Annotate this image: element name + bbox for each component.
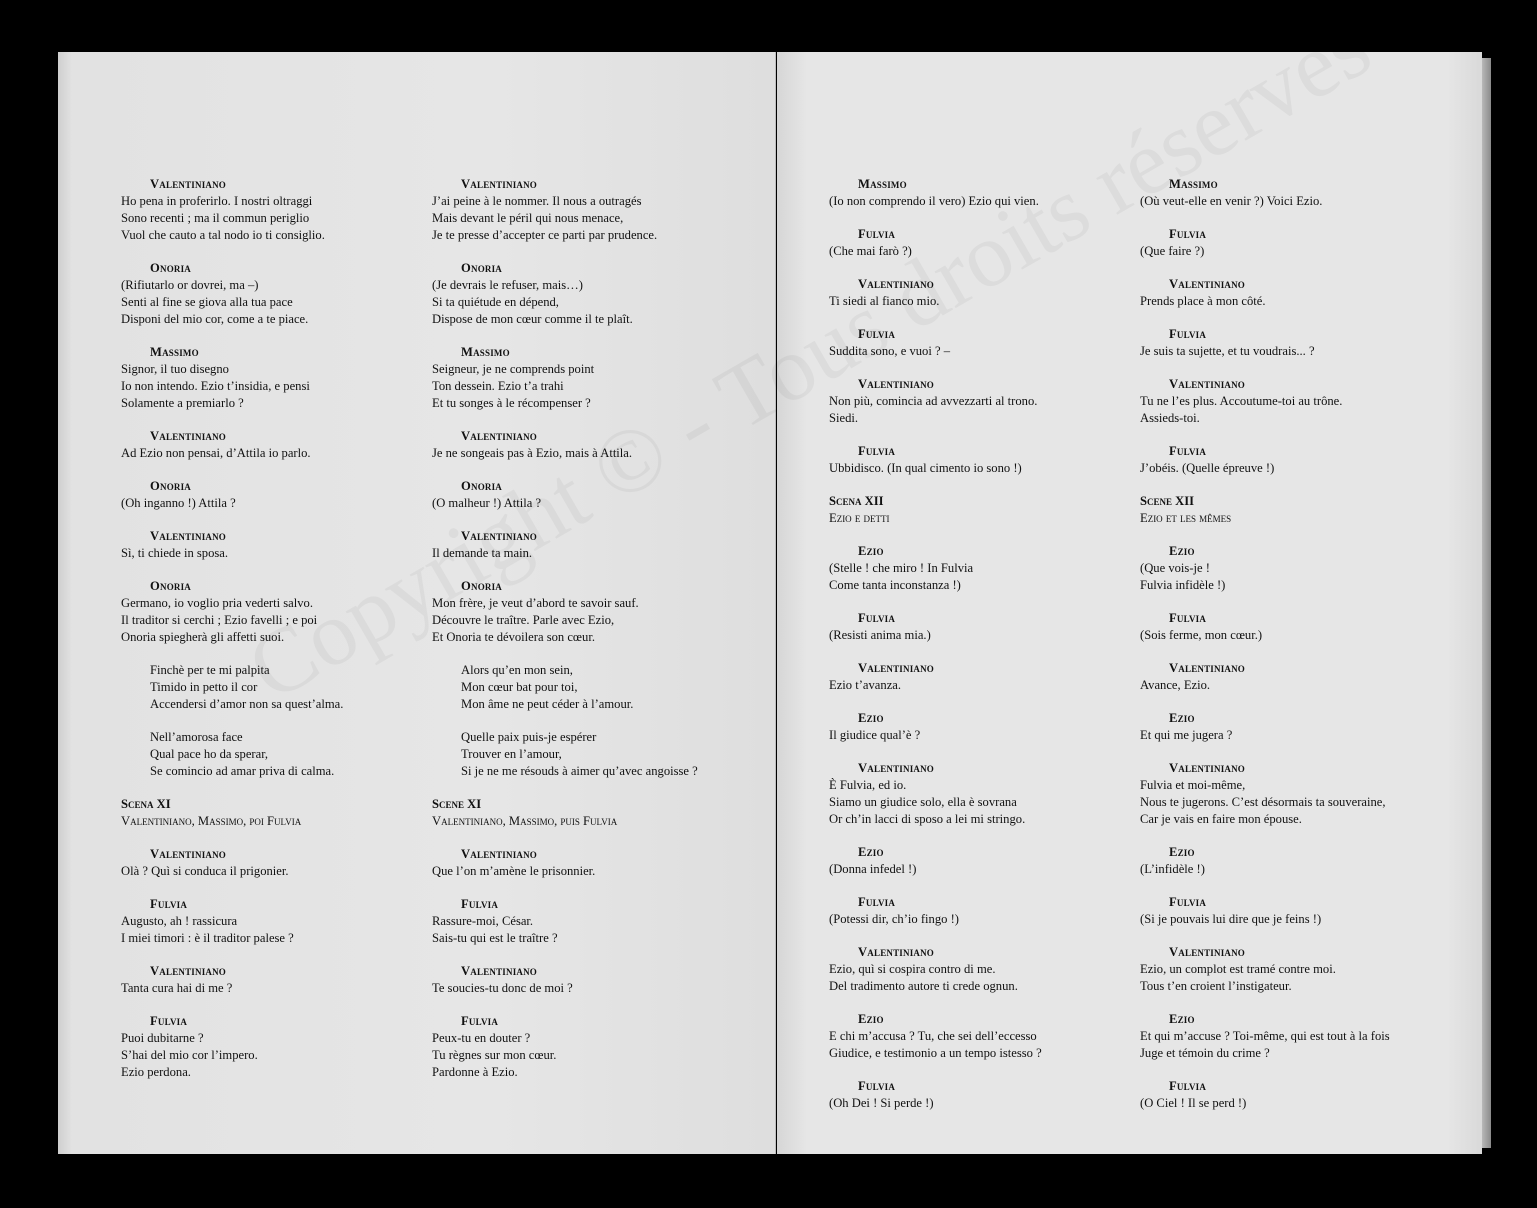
speech-block — [829, 326, 1129, 360]
speech-block — [432, 176, 732, 244]
scene-title: Scene XII — [1140, 494, 1195, 508]
text-line: Il traditor si cerchi ; Ezio favelli ; e poi — [121, 613, 318, 627]
text-line: (L’infidèle !) — [1140, 862, 1205, 876]
speaker-name: Valentiniano — [858, 761, 935, 775]
text-line: Mon cœur bat pour toi, — [461, 680, 578, 694]
speech-block — [432, 478, 732, 512]
text-line: Découvre le traître. Parle avec Ezio, — [432, 613, 615, 627]
text-line: Et tu songes à le récompenser ? — [432, 396, 591, 410]
speaker-name: Valentiniano — [461, 964, 538, 978]
text-line: J’ai peine à le nommer. Il nous a outragés — [432, 194, 642, 208]
speech-block — [1140, 760, 1440, 828]
speaker-name: Ezio — [858, 1012, 884, 1026]
speech-block — [829, 376, 1129, 427]
speaker-name: Fulvia — [1169, 611, 1207, 625]
speech-block — [121, 528, 411, 562]
speech-block — [829, 543, 1129, 594]
speaker-name: Valentiniano — [858, 377, 935, 391]
text-line: Et qui m’accuse ? Toi-même, qui est tout à la fois — [1140, 1029, 1390, 1043]
speech-block — [1140, 1011, 1440, 1062]
text-line: (Donna infedel !) — [829, 862, 917, 876]
text-line: Te soucies-tu donc de moi ? — [432, 981, 573, 995]
speech-block — [829, 1011, 1129, 1062]
text-line: Si ta quiétude en dépend, — [432, 295, 559, 309]
text-line: Pardonne à Ezio. — [432, 1065, 518, 1079]
scene-heading — [829, 493, 1129, 527]
speech-block — [829, 944, 1129, 995]
text-line: Si je ne me résouds à aimer qu’avec angoisse ? — [461, 764, 698, 778]
speech-block — [1140, 944, 1440, 995]
text-line: Ezio t’avanza. — [829, 678, 902, 692]
text-line: Ezio, quì si cospira contro di me. — [829, 962, 996, 976]
text-line: Come tanta inconstanza !) — [829, 578, 961, 592]
text-line: Sais-tu qui est le traître ? — [432, 931, 558, 945]
text-line: S’hai del mio cor l’impero. — [121, 1048, 258, 1062]
text-line: Non più, comincia ad avvezzarti al trono. — [829, 394, 1038, 408]
speaker-name: Valentiniano — [1169, 277, 1246, 291]
text-line: Je te presse d’accepter ce parti par prudence. — [432, 228, 658, 242]
speaker-name: Fulvia — [1169, 327, 1207, 341]
speaker-name: Ezio — [1169, 544, 1195, 558]
speech-block — [432, 578, 732, 646]
text-line: (Io non comprendo il vero) Ezio qui vien. — [829, 194, 1039, 208]
speech-block — [1140, 276, 1440, 310]
speaker-name: Onoria — [461, 261, 502, 275]
text-line: Timido in petto il cor — [150, 680, 258, 694]
speech-block — [829, 660, 1129, 694]
text-line: Ho pena in proferirlo. I nostri oltraggi — [121, 194, 313, 208]
text-line: Giudice, e testimonio a un tempo istesso ? — [829, 1046, 1042, 1060]
speech-block — [829, 443, 1129, 477]
text-line: (Rifiutarlo or dovrei, ma –) — [121, 278, 259, 292]
text-line: (Si je pouvais lui dire que je feins !) — [1140, 912, 1322, 926]
speaker-name: Fulvia — [150, 897, 188, 911]
text-line: Peux-tu en douter ? — [432, 1031, 531, 1045]
speaker-name: Massimo — [150, 345, 199, 359]
text-line: Quelle paix puis-je espérer — [461, 730, 597, 744]
verse-stanza — [432, 662, 732, 713]
speaker-name: Onoria — [150, 579, 191, 593]
text-line: (Potessi dir, ch’io fingo !) — [829, 912, 959, 926]
text-line: E chi m’accusa ? Tu, che sei dell’eccesso — [829, 1029, 1037, 1043]
speaker-name: Valentiniano — [1169, 945, 1246, 959]
speech-block — [121, 1013, 411, 1081]
scene-title: Scena XI — [121, 797, 171, 811]
text-line: Germano, io voglio pria vederti salvo. — [121, 596, 314, 610]
speaker-name: Massimo — [858, 177, 907, 191]
scene-cast: Valentiniano, Massimo, poi Fulvia — [121, 814, 302, 828]
text-line: Car je vais en faire mon épouse. — [1140, 812, 1302, 826]
text-line: (Je devrais le refuser, mais…) — [432, 278, 583, 292]
text-line: Alors qu’en mon sein, — [461, 663, 573, 677]
speech-block — [432, 1013, 732, 1081]
speaker-name: Massimo — [461, 345, 510, 359]
text-line: Qual pace ho da sperar, — [150, 747, 269, 761]
speech-block — [121, 428, 411, 462]
speaker-name: Massimo — [1169, 177, 1218, 191]
text-line: Ezio, un complot est tramé contre moi. — [1140, 962, 1336, 976]
scene-heading — [121, 796, 411, 830]
text-line: Ti siedi al fianco mio. — [829, 294, 940, 308]
scene-title: Scene XI — [432, 797, 482, 811]
text-line: (O Ciel ! Il se perd !) — [1140, 1096, 1247, 1110]
speech-block — [121, 344, 411, 412]
speech-block — [829, 276, 1129, 310]
speaker-name: Fulvia — [1169, 444, 1207, 458]
text-line: Accendersi d’amor non sa quest’alma. — [150, 697, 344, 711]
column-italian-right — [829, 176, 1129, 1128]
text-line: Et qui me jugera ? — [1140, 728, 1233, 742]
speech-block — [1140, 710, 1440, 744]
speech-block — [121, 896, 411, 947]
text-line: Ubbidisco. (In qual cimento io sono !) — [829, 461, 1022, 475]
speaker-name: Valentiniano — [461, 429, 538, 443]
text-line: Prends place à mon côté. — [1140, 294, 1266, 308]
text-line: Olà ? Quì si conduca il prigonier. — [121, 864, 289, 878]
speaker-name: Ezio — [1169, 1012, 1195, 1026]
text-line: Juge et témoin du crime ? — [1140, 1046, 1270, 1060]
text-line: (O malheur !) Attila ? — [432, 496, 542, 510]
speaker-name: Onoria — [150, 261, 191, 275]
speaker-name: Valentiniano — [150, 429, 227, 443]
text-line: I miei timori : è il traditor palese ? — [121, 931, 294, 945]
scene-cast: Ezio e detti — [829, 511, 890, 525]
text-line: Mais devant le péril qui nous menace, — [432, 211, 624, 225]
text-line: Et Onoria te dévoilera son cœur. — [432, 630, 595, 644]
speech-block — [432, 846, 732, 880]
text-line: Ton dessein. Ezio t’a trahi — [432, 379, 564, 393]
text-line: Tous t’en croient l’instigateur. — [1140, 979, 1292, 993]
text-line: Assieds-toi. — [1140, 411, 1200, 425]
speech-block — [121, 478, 411, 512]
text-line: Solamente a premiarlo ? — [121, 396, 244, 410]
speaker-name: Valentiniano — [150, 529, 227, 543]
speech-block — [432, 260, 732, 328]
text-line: Nous te jugerons. C’est désormais ta souveraine, — [1140, 795, 1386, 809]
speaker-name: Fulvia — [858, 327, 896, 341]
speech-block — [432, 528, 732, 562]
text-line: (Oh inganno !) Attila ? — [121, 496, 236, 510]
text-line: Onoria spiegherà gli affetti suoi. — [121, 630, 285, 644]
speech-block — [1140, 176, 1440, 210]
text-line: Nell’amorosa face — [150, 730, 243, 744]
text-line: (Que faire ?) — [1140, 244, 1205, 258]
speech-block — [1140, 660, 1440, 694]
speaker-name: Onoria — [461, 479, 502, 493]
page-edge — [1482, 58, 1491, 1148]
text-line: Que l’on m’amène le prisonnier. — [432, 864, 596, 878]
scene-title: Scena XII — [829, 494, 884, 508]
speech-block — [432, 896, 732, 947]
text-line: Ezio perdona. — [121, 1065, 191, 1079]
speaker-name: Ezio — [858, 544, 884, 558]
speech-block — [829, 226, 1129, 260]
text-line: Vuol che cauto a tal nodo io ti consiglio. — [121, 228, 325, 242]
text-line: Siamo un giudice solo, ella è sovrana — [829, 795, 1017, 809]
text-line: Fulvia infidèle !) — [1140, 578, 1226, 592]
text-line: Tu ne l’es plus. Accoutume-toi au trône. — [1140, 394, 1343, 408]
column-french-right — [1140, 176, 1440, 1128]
speech-block — [829, 760, 1129, 828]
text-line: Seigneur, je ne comprends point — [432, 362, 595, 376]
text-line: Il demande ta main. — [432, 546, 533, 560]
text-line: Il giudice qual’è ? — [829, 728, 921, 742]
speech-block — [829, 710, 1129, 744]
speech-block — [121, 578, 411, 646]
speech-block — [829, 610, 1129, 644]
column-italian-left — [121, 176, 411, 1097]
text-line: Trouver en l’amour, — [461, 747, 562, 761]
speaker-name: Fulvia — [1169, 895, 1207, 909]
text-line: Se comincio ad amar priva di calma. — [150, 764, 335, 778]
verse-stanza — [121, 662, 411, 713]
speaker-name: Onoria — [461, 579, 502, 593]
speaker-name: Fulvia — [150, 1014, 188, 1028]
speaker-name: Fulvia — [1169, 227, 1207, 241]
text-line: Avance, Ezio. — [1140, 678, 1211, 692]
speech-block — [1140, 894, 1440, 928]
speech-block — [829, 1078, 1129, 1112]
speaker-name: Valentiniano — [461, 177, 538, 191]
speaker-name: Ezio — [1169, 711, 1195, 725]
text-line: Finchè per te mi palpita — [150, 663, 270, 677]
speech-block — [1140, 844, 1440, 878]
speaker-name: Fulvia — [1169, 1079, 1207, 1093]
text-line: (Resisti anima mia.) — [829, 628, 931, 642]
speaker-name: Valentiniano — [150, 964, 227, 978]
text-line: Disponi del mio cor, come a te piace. — [121, 312, 309, 326]
speaker-name: Fulvia — [461, 897, 499, 911]
speaker-name: Ezio — [1169, 845, 1195, 859]
text-line: Or ch’in lacci di sposo a lei mi stringo. — [829, 812, 1026, 826]
text-line: Augusto, ah ! rassicura — [121, 914, 238, 928]
speech-block — [121, 176, 411, 244]
text-line: Io non intendo. Ezio t’insidia, e pensi — [121, 379, 310, 393]
text-line: Sono recenti ; ma il commun periglio — [121, 211, 310, 225]
speaker-name: Fulvia — [858, 895, 896, 909]
text-line: Siedi. — [829, 411, 859, 425]
text-line: Del tradimento autore ti crede ognun. — [829, 979, 1018, 993]
text-line: Suddita sono, e vuoi ? – — [829, 344, 951, 358]
text-line: Ad Ezio non pensai, d’Attila io parlo. — [121, 446, 311, 460]
speaker-name: Valentiniano — [858, 945, 935, 959]
speaker-name: Valentiniano — [858, 661, 935, 675]
speaker-name: Onoria — [150, 479, 191, 493]
speech-block — [432, 963, 732, 997]
speech-block — [1140, 376, 1440, 427]
speaker-name: Valentiniano — [1169, 761, 1246, 775]
speech-block — [121, 260, 411, 328]
speech-block — [1140, 1078, 1440, 1112]
text-line: Sì, ti chiede in sposa. — [121, 546, 229, 560]
speech-block — [1140, 543, 1440, 594]
speech-block — [432, 428, 732, 462]
text-line: (Que vois-je ! — [1140, 561, 1210, 575]
scene-cast: Ezio et les mêmes — [1140, 511, 1232, 525]
speech-block — [121, 846, 411, 880]
speaker-name: Valentiniano — [461, 529, 538, 543]
speaker-name: Fulvia — [858, 1079, 896, 1093]
text-line: Mon frère, je veut d’abord te savoir sauf. — [432, 596, 639, 610]
speaker-name: Fulvia — [858, 444, 896, 458]
text-line: (Sois ferme, mon cœur.) — [1140, 628, 1263, 642]
speaker-name: Ezio — [858, 711, 884, 725]
speech-block — [829, 894, 1129, 928]
text-line: Dispose de mon cœur comme il te plaît. — [432, 312, 633, 326]
speech-block — [829, 844, 1129, 878]
column-french-left — [432, 176, 732, 1097]
speaker-name: Ezio — [858, 845, 884, 859]
text-line: Rassure-moi, César. — [432, 914, 534, 928]
speech-block — [1140, 226, 1440, 260]
text-line: Signor, il tuo disegno — [121, 362, 229, 376]
scene-cast: Valentiniano, Massimo, puis Fulvia — [432, 814, 618, 828]
text-line: Senti al fine se giova alla tua pace — [121, 295, 293, 309]
scene-heading — [1140, 493, 1440, 527]
speech-block — [1140, 326, 1440, 360]
speaker-name: Valentiniano — [150, 177, 227, 191]
text-line: È Fulvia, ed io. — [829, 778, 907, 792]
speaker-name: Fulvia — [461, 1014, 499, 1028]
verse-stanza — [121, 729, 411, 780]
speaker-name: Fulvia — [858, 611, 896, 625]
speech-block — [1140, 610, 1440, 644]
speaker-name: Valentiniano — [858, 277, 935, 291]
text-line: (Oh Dei ! Si perde !) — [829, 1096, 934, 1110]
text-line: Puoi dubitarne ? — [121, 1031, 204, 1045]
speech-block — [121, 963, 411, 997]
text-line: Tu règnes sur mon cœur. — [432, 1048, 557, 1062]
speaker-name: Valentiniano — [1169, 661, 1246, 675]
speech-block — [1140, 443, 1440, 477]
scene-heading — [432, 796, 732, 830]
speaker-name: Valentiniano — [461, 847, 538, 861]
text-line: (Où veut-elle en venir ?) Voici Ezio. — [1140, 194, 1323, 208]
speaker-name: Valentiniano — [150, 847, 227, 861]
speech-block — [829, 176, 1129, 210]
text-line: (Stelle ! che miro ! In Fulvia — [829, 561, 974, 575]
text-line: Mon âme ne peut céder à l’amour. — [461, 697, 634, 711]
text-line: (Che mai farò ?) — [829, 244, 912, 258]
text-line: J’obéis. (Quelle épreuve !) — [1140, 461, 1275, 475]
speaker-name: Valentiniano — [1169, 377, 1246, 391]
text-line: Je suis ta sujette, et tu voudrais... ? — [1140, 344, 1315, 358]
text-line: Tanta cura hai di me ? — [121, 981, 233, 995]
text-line: Fulvia et moi-même, — [1140, 778, 1246, 792]
speech-block — [432, 344, 732, 412]
text-line: Je ne songeais pas à Ezio, mais à Attila. — [432, 446, 633, 460]
speaker-name: Fulvia — [858, 227, 896, 241]
verse-stanza — [432, 729, 732, 780]
